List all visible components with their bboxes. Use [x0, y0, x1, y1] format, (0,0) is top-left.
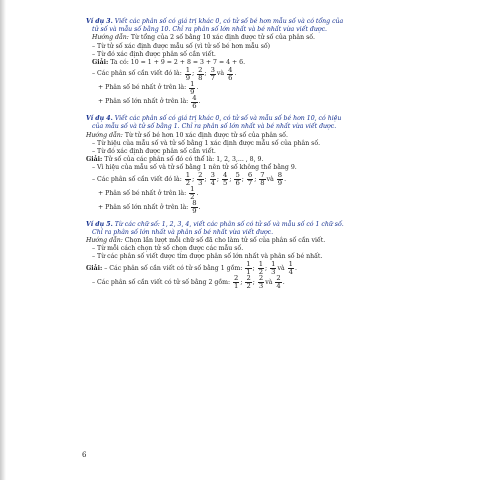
fraction — [258, 275, 264, 290]
fraction-denominator: 9 — [190, 87, 195, 96]
ex3-guide3: – Từ đó xác định được phân số cần viết. — [92, 50, 216, 58]
fraction — [247, 172, 253, 187]
fraction-denominator: 8 — [198, 73, 203, 82]
ex5-solution-label: Giải: — [86, 264, 103, 272]
fraction-separator: và — [265, 278, 273, 286]
fraction-numerator: 2 — [258, 274, 264, 283]
fraction — [210, 67, 216, 82]
fraction-numerator: 8 — [192, 199, 197, 208]
fraction-denominator: 3 — [258, 282, 264, 291]
fraction-separator: . — [282, 278, 285, 286]
ex3-min-label: + Phân số bé nhất ở trên là: — [98, 84, 187, 92]
ex5-line1-label: – Các phân số cần viết có tử số bằng 1 gồm: — [104, 264, 243, 272]
fraction-separator: . — [284, 175, 287, 183]
fraction-numerator: 1 — [185, 171, 191, 180]
fraction-numerator: 7 — [260, 171, 265, 180]
fraction-separator: ; — [265, 264, 268, 272]
fraction-denominator: 4 — [276, 282, 281, 291]
ex3-title: Ví dụ 3. — [86, 18, 113, 25]
ex3-max-label: + Phân số lớn nhất ở trên là: — [98, 98, 189, 106]
fraction-separator: ; — [216, 175, 220, 183]
ex3-max-line — [86, 95, 468, 109]
fraction-numerator: 4 — [228, 65, 233, 74]
fraction-separator: . — [196, 189, 199, 197]
fraction-separator: và — [216, 70, 225, 78]
fraction-denominator: 9 — [192, 207, 197, 216]
ex4-guide-label: Hướng dẫn: — [86, 131, 123, 139]
fraction-denominator: 6 — [192, 101, 197, 110]
fraction-numerator: 2 — [198, 65, 203, 74]
ex4-text1: Viết các phân số có giá trị khác 0, có tử số và mẫu số bé hơn 10, có hiệu — [114, 115, 342, 123]
fraction-separator: . — [234, 70, 237, 78]
fraction-denominator: 3 — [271, 268, 276, 277]
ex4-fractions — [184, 172, 288, 187]
ex4-guide3: – Từ đó xác định được phân số cần viết. — [92, 148, 216, 156]
fraction — [259, 172, 265, 187]
ex4-statement-line1 — [86, 115, 468, 123]
page-fold-shadow — [0, 0, 6, 480]
fraction-denominator: 1 — [234, 282, 239, 291]
ex3-min-line — [86, 81, 468, 95]
ex5-title: Ví dụ 5. — [86, 220, 113, 228]
fraction-denominator: 6 — [235, 179, 240, 188]
ex5-line2 — [86, 276, 468, 290]
fraction-numerator: 2 — [246, 274, 251, 283]
fraction-numerator: 1 — [190, 185, 195, 194]
fraction-denominator: 9 — [277, 179, 283, 188]
fraction-denominator: 9 — [185, 73, 191, 82]
fraction-denominator: 4 — [210, 179, 215, 188]
fraction-denominator: 2 — [185, 179, 191, 188]
fraction-numerator: 1 — [258, 260, 264, 269]
fraction-separator: và — [277, 264, 285, 272]
fraction — [191, 200, 197, 215]
fraction-denominator: 3 — [198, 179, 203, 188]
ex4-statement-line2: của mẫu số và tử số bằng 1. Chỉ ra phân số lớn nhất và bé nhất vừa viết được. — [92, 123, 337, 131]
ex3-statement-line2: tử số và mẫu số bằng 10. Chỉ ra phân số lớn nhất và bé nhất vừa viết được. — [92, 26, 328, 34]
ex5-text1: Từ các chữ số: 1, 2, 3, 4, viết các phân số có tử số và mẫu số có 1 chữ số. — [114, 220, 344, 228]
ex4-min-line — [86, 187, 468, 201]
ex4-max-line — [86, 201, 468, 215]
fraction — [233, 275, 239, 290]
fraction-separator: ; — [252, 264, 255, 272]
fraction-denominator: 6 — [228, 73, 233, 82]
ex3-guide1: Từ tổng của 2 số bằng 10 xác định được tử số của phân số. — [130, 34, 315, 42]
fraction-denominator: 7 — [247, 179, 253, 188]
fraction-separator: ; — [192, 175, 195, 183]
fraction-separator: ; — [204, 70, 207, 78]
ex5-line2-label: – Các phân số cần viết có tử số bằng 2 gồm: — [92, 278, 231, 286]
fraction-numerator: 2 — [198, 171, 203, 180]
ex4-max-fraction — [190, 200, 202, 215]
ex5-fractions2 — [232, 275, 287, 290]
fraction-numerator: 1 — [288, 260, 293, 269]
fraction-denominator: 2 — [190, 193, 195, 202]
fraction — [277, 172, 283, 187]
fraction — [191, 95, 197, 110]
fraction-separator: . — [198, 203, 201, 211]
ex3-guide-label: Hướng dẫn: — [92, 34, 129, 42]
fraction-denominator: 1 — [246, 268, 251, 277]
fraction — [288, 261, 294, 276]
page-content — [86, 18, 468, 290]
fraction — [222, 172, 228, 187]
fraction-separator: . — [294, 264, 297, 272]
ex4-min-label: + Phân số bé nhất ở trên là: — [98, 189, 187, 197]
fraction-numerator: 3 — [210, 171, 215, 180]
fraction-separator: ; — [241, 175, 244, 183]
ex5-guide-label: Hướng dẫn: — [86, 237, 123, 245]
fraction — [197, 67, 203, 82]
ex4-solution-label: Giải: — [86, 156, 103, 164]
fraction-separator: . — [198, 98, 201, 106]
ex3-guide2: – Từ tử số xác định được mẫu số (vì tử số bé hơn mẫu số) — [92, 42, 271, 50]
fraction-separator: ; — [229, 175, 232, 183]
fraction-numerator: 1 — [246, 260, 251, 269]
fraction-numerator: 3 — [210, 65, 215, 74]
ex4-guide1: Từ tử số bé hơn 10 xác định được tử số của phân số. — [124, 131, 288, 139]
ex4-fraction-list — [86, 173, 468, 187]
fraction-numerator: 1 — [271, 260, 276, 269]
fraction-denominator: 5 — [223, 179, 228, 188]
fraction-denominator: 7 — [210, 73, 215, 82]
fraction-numerator: 6 — [247, 171, 253, 180]
fraction-numerator: 5 — [235, 171, 240, 180]
page-number: 6 — [82, 451, 87, 459]
fraction-numerator: 8 — [277, 171, 283, 180]
fraction-denominator: 4 — [288, 268, 293, 277]
ex4-title: Ví dụ 4. — [86, 115, 113, 123]
fraction-separator: và — [266, 175, 274, 183]
fraction-denominator: 2 — [258, 268, 264, 277]
fraction — [275, 275, 281, 290]
fraction — [227, 67, 233, 82]
ex4-guide2: – Từ hiệu của mẫu số và tử số bằng 1 xác định được mẫu số của phân số. — [92, 139, 321, 147]
ex5-statement-line1 — [86, 221, 468, 229]
ex5-statement-line2: Chỉ ra phân số lớn nhất và phân số bé nhất vừa viết được. — [92, 228, 274, 236]
fraction-denominator: 8 — [260, 179, 265, 188]
ex3-max-fraction — [190, 95, 202, 110]
fraction-numerator: 4 — [223, 171, 228, 180]
ex5-fractions1 — [244, 261, 299, 276]
ex4-solution2: – Vì hiệu của mẫu số và tử số bằng 1 nên tử số không thể bằng 9. — [92, 164, 297, 172]
fraction-numerator: 1 — [190, 79, 195, 88]
ex5-guide2: – Từ mỗi cách chọn tử số chọn được các mẫu số. — [92, 245, 244, 253]
ex4-max-label: + Phân số lớn nhất ở trên là: — [98, 203, 189, 211]
ex4-solution1: Tử số của các phân số đó có thể là: 1, 2, 3,... , 8, 9. — [104, 156, 264, 164]
fraction — [210, 172, 216, 187]
fraction-numerator: 1 — [185, 65, 191, 74]
fraction-numerator: 4 — [192, 93, 197, 102]
fraction-separator: ; — [252, 278, 255, 286]
ex3-statement-line1 — [86, 18, 468, 26]
fraction-separator: ; — [204, 175, 207, 183]
ex3-solution1: Ta có: 10 = 1 + 9 = 2 + 8 = 3 + 7 = 4 + 6. — [110, 59, 246, 67]
ex3-fraction-list — [86, 67, 468, 81]
ex3-text1: Viết các phân số có giá trị khác 0, có tử số bé hơn mẫu số và có tổng của — [114, 18, 344, 25]
fraction-numerator: 2 — [234, 274, 239, 283]
fraction-denominator: 2 — [246, 282, 251, 291]
fraction — [245, 275, 251, 290]
ex3-list-label: – Các phân số cần viết đó là: — [92, 70, 182, 78]
ex4-list-label: – Các phân số cần viết đó là: — [92, 175, 182, 183]
ex5-guide1: Chọn lần lượt mỗi chữ số đã cho làm tử số của phân số cần viết. — [124, 237, 326, 245]
fraction-separator: ; — [192, 70, 195, 78]
fraction — [197, 172, 203, 187]
fraction-separator: ; — [240, 278, 243, 286]
ex3-solution-label: Giải: — [92, 59, 109, 67]
fraction-separator: ; — [254, 175, 257, 183]
fraction-separator: . — [196, 84, 199, 92]
fraction — [234, 172, 240, 187]
ex5-guide3: – Từ các phân số viết được tìm được phân số lớn nhất và phân số bé nhất. — [92, 253, 323, 261]
fraction-numerator: 2 — [276, 274, 281, 283]
